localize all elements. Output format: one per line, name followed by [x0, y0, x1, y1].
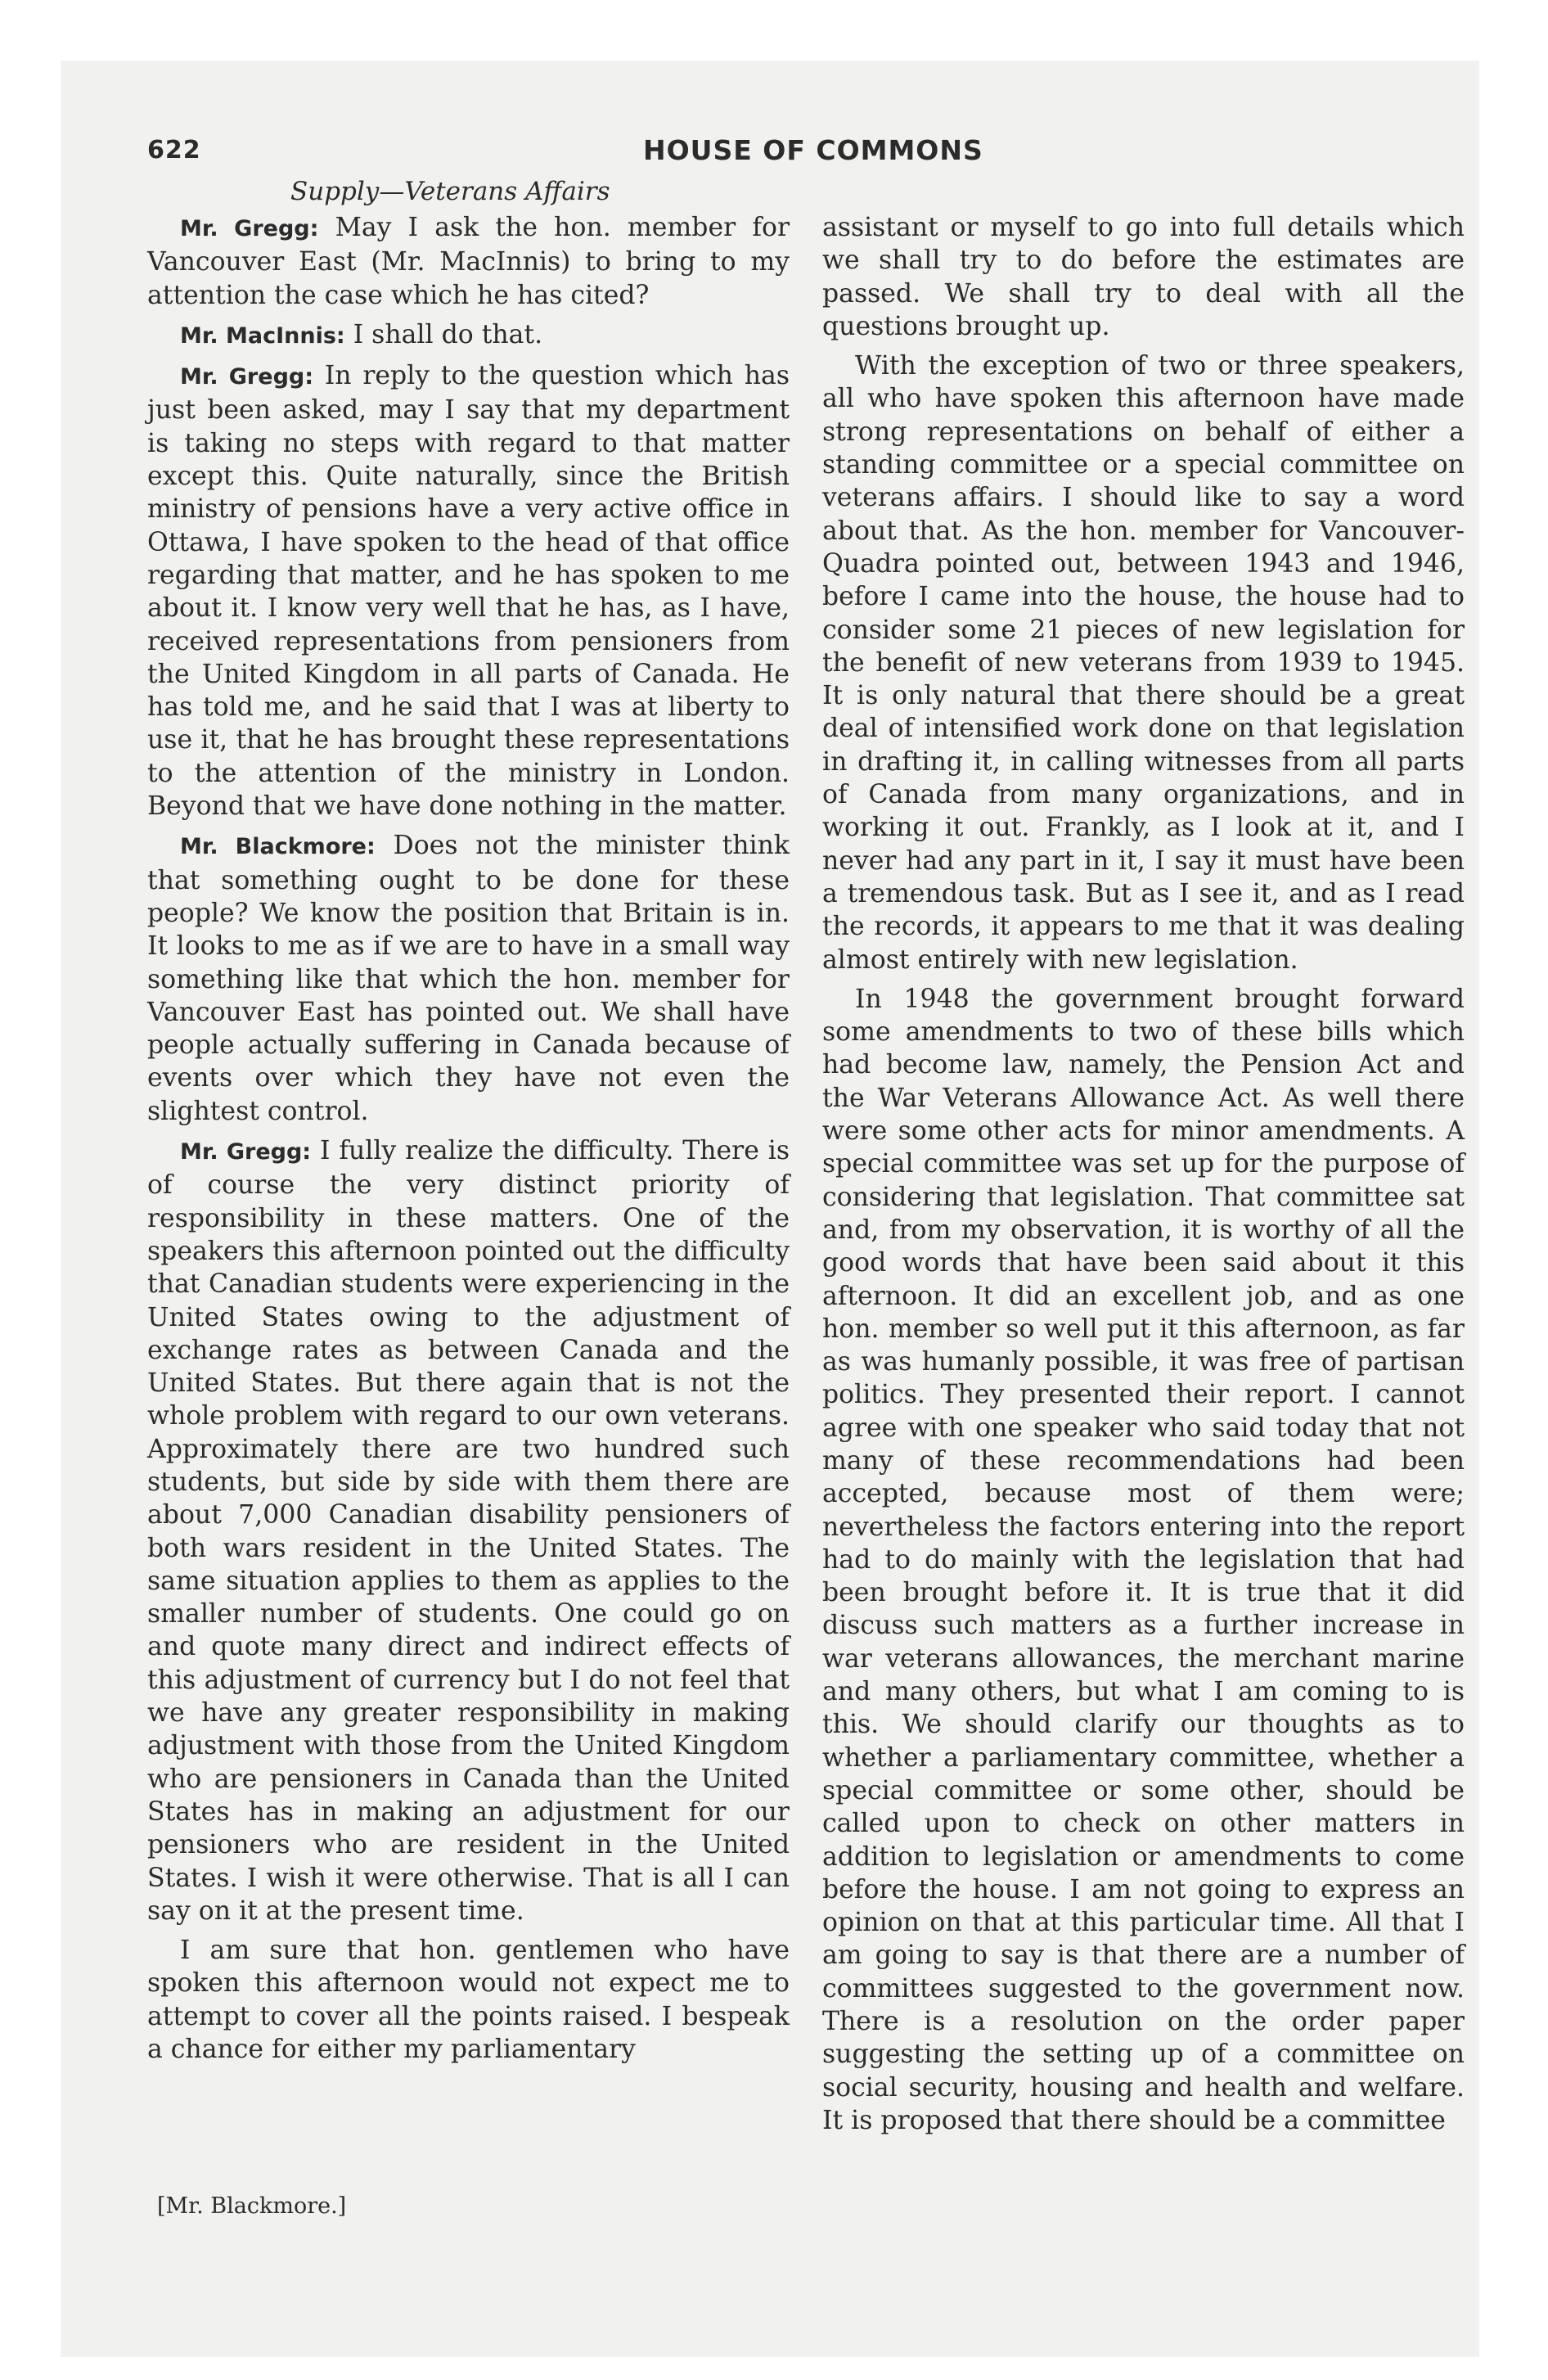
paragraph-text: With the exception of two or three speakers, all who have spoken this afternoon have made strong representations on behalf of either a standing committee or a special committee on veterans affairs. I should like to say a word about that. As the hon. member for Vancouver-Quadra pointed out, between 1943 and 1946, before I came into the house, the house had to consider some 21 pieces of new legislation for the benefit of new veterans from 1939 to 1945. It is only natural that there should be a great deal of intensified work done on that legislation in drafting it, in calling witnesses from all parts of Canada from many organizations, and in working it out. Frankly, as I look at it, and I never had any part in it, I say it must have been a tremendous task. But as I see it, and as I read the records, it appears to me that it was dealing almost entirely with new legislation. [822, 351, 1465, 975]
footer-attribution: [Mr. Blackmore.] [157, 2193, 347, 2219]
paragraph [147, 318, 790, 353]
paragraph [147, 829, 790, 1128]
paragraph [147, 211, 790, 312]
paragraph [147, 1134, 790, 1927]
paragraph-text: I fully realize the difficulty. There is of course the very distinct priority of responsibility in these matters. One of the speakers this afternoon pointed out the difficulty that Canadian students were experiencing in the United States owing to the adjustment of exchange rates as between Canada and the United States. But there again that is not the whole problem with regard to our own veterans. Approximately there are two hundred such students, but side by side with them there are about 7,000 Canadian disability pensioners of both wars resident in the United States. The same situation applies to them as applies to the smaller number of students. One could go on and quote many direct and indirect effects of this adjustment of currency but I do not feel that we have any greater responsibility in making adjustment with those from the United Kingdom who are pensioners in Canada than the United States has in making an adjustment for our pensioners who are resident in the United States. I wish it were otherwise. That is all I can say on it at the present time. [147, 1136, 790, 1926]
paragraph-text: In reply to the question which has just been asked, may I say that my department is taking no steps with regard to that matter except this. Quite naturally, since the British ministry of pensions have a very active office in Ottawa, I have spoken to the head of that office regarding that matter, and he has spoken to me about it. I know very well that he has, as I have, received representations from pensioners from the United Kingdom in all parts of Canada. He has told me, and he said that I was at liberty to use it, that he has brought these representations to the attention of the ministry in London. Beyond that we have done nothing in the matter. [147, 361, 790, 822]
paragraph [822, 211, 1465, 343]
speaker-name: Mr. Gregg: [180, 364, 314, 390]
paragraph-text: I am sure that hon. gentlemen who have spoken this afternoon would not expect me to attempt to cover all the points raised. I bespeak a chance for either my parliamentary [147, 1936, 790, 2065]
speaker-name: Mr. Blackmore: [180, 834, 376, 860]
page-number: 622 [147, 136, 201, 165]
paragraph [822, 983, 1465, 2137]
left-column [147, 211, 790, 2072]
speaker-name: Mr. Gregg: [180, 1139, 312, 1165]
paragraph-text: Does not the minister think that something ought to be done for these people? We know the position that Britain is in. It looks to me as if we are to have in a small way something like that which the hon. member for Vancouver East has pointed out. We shall have people actually suffering in Canada because of events over which they have not even the slightest control. [147, 831, 790, 1126]
section-title: Supply—Veterans Affairs [290, 177, 610, 206]
speaker-name: Mr. Gregg: [180, 216, 319, 241]
paragraph-text: I shall do that. [353, 319, 543, 349]
speaker-name: Mr. MacInnis: [180, 322, 345, 349]
paragraph [147, 359, 790, 823]
paragraph-text: In 1948 the government brought forward some amendments to two of these bills which had become law, namely, the Pension Act and the War Veterans Allowance Act. As well there were some other acts for minor amendments. A special committee was set up for the purpose of considering that legislation. That committee sat and, from my observation, it is worthy of all the good words that have been said about it this afternoon. It did an excellent job, and as one hon. member so well put it this afternoon, as far as was humanly possible, it was free of partisan politics. They presented their report. I cannot agree with one speaker who said today that not many of these recommendations had been accepted, because most of them were; nevertheless the factors entering into the report had to do mainly with the legislation that had been brought before it. It is true that it did discuss such matters as a further increase in war veterans allowances, the merchant marine and many others, but what I am coming to is this. We should clarify our thoughts as to whether a parliamentary committee, whether a special committee or some other, should be called upon to check on other matters in addition to legislation or amendments to come before the house. I am not going to express an opinion on that at this particular time. All that I am going to say is that there are a number of committees suggested to the government now. There is a resolution on the order paper suggesting the setting up of a committee on social security, housing and health and welfare. It is proposed that there should be a committee [822, 984, 1465, 2135]
running-head: HOUSE OF COMMONS [643, 134, 983, 166]
paragraph-text: May I ask the hon. member for Vancouver East (Mr. MacInnis) to bring to my attention the case which he has cited? [147, 213, 790, 310]
paragraph [822, 349, 1465, 976]
right-column [822, 211, 1465, 2143]
paragraph-text: assistant or myself to go into full details which we shall try to do before the estimates are passed. We shall try to deal with all the questions brought up. [822, 213, 1465, 341]
paragraph [147, 1934, 790, 2066]
